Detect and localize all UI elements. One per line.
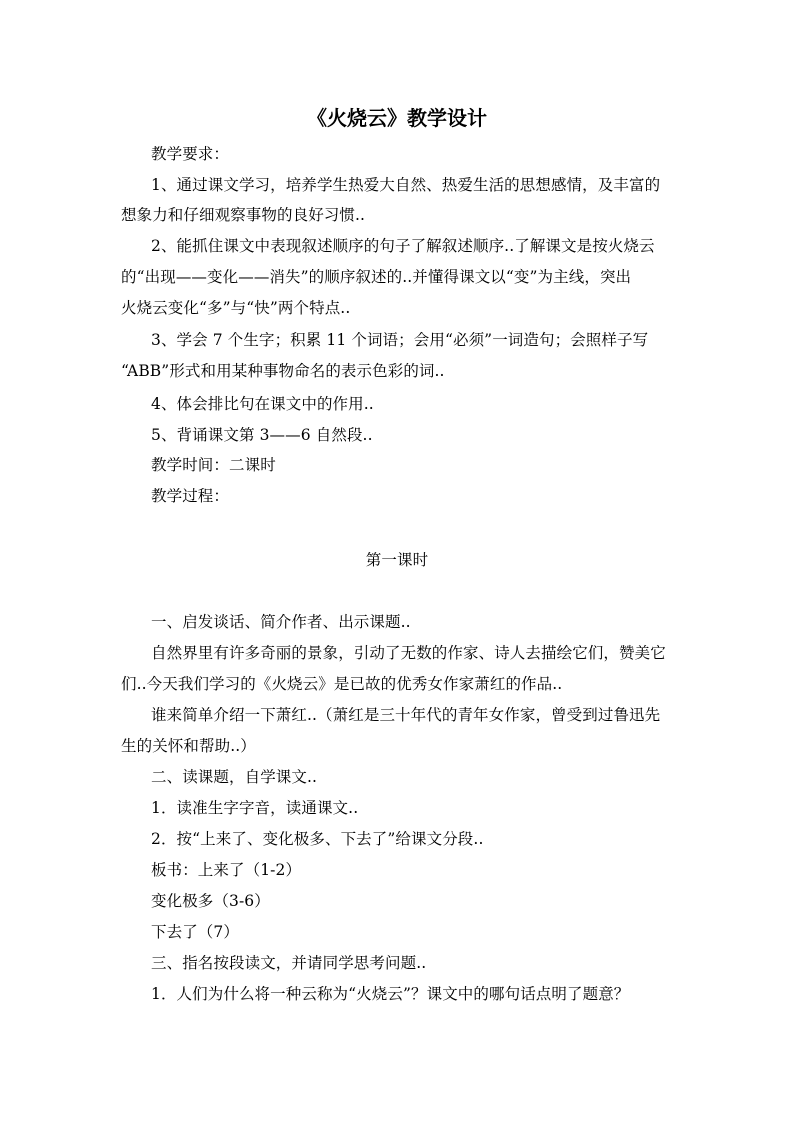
board-note-2: 变化极多（3-6）	[151, 892, 270, 910]
requirement-5: 5、背诵课文第 3——6 自然段..	[151, 426, 373, 444]
step-2-item-2: 2．按“上来了、变化极多、下去了”给课文分段..	[151, 830, 484, 848]
requirement-4: 4、体会排比句在课文中的作用..	[151, 395, 374, 413]
requirement-2-line-3: 火烧云变化“多”与“快”两个特点..	[121, 299, 351, 317]
step-3-item-1: 1．人们为什么将一种云称为“火烧云”？课文中的哪句话点明了题意？	[151, 985, 630, 1003]
step-1-paragraph-2-line-2: 生的关怀和帮助..）	[121, 737, 256, 755]
requirement-3-line-2: “ABB”形式和用某种事物命名的表示色彩的词..	[121, 362, 445, 380]
board-note-1: 板书：上来了（1-2）	[151, 861, 302, 879]
step-1-paragraph-1-line-1: 自然界里有许多奇丽的景象，引动了无数的作家、诗人去描绘它们，赞美它	[151, 644, 666, 662]
requirement-1-line-2: 想象力和仔细观察事物的良好习惯..	[121, 206, 366, 224]
lesson-heading: 第一课时	[365, 551, 429, 569]
process-heading: 教学过程：	[151, 487, 230, 505]
document-title: 《火烧云》教学设计	[307, 106, 487, 130]
board-note-3: 下去了（7）	[151, 923, 239, 941]
requirement-3-line-1: 3、学会 7 个生字；积累 11 个词语；会用“必须”一词造句；会照样子写	[151, 331, 649, 349]
step-2-item-1: 1．读准生字字音，读通课文..	[151, 799, 359, 817]
requirements-heading: 教学要求：	[151, 145, 230, 163]
teaching-time: 教学时间：二课时	[151, 456, 276, 474]
step-3-heading: 三、指名按段读文，并请同学思考问题..	[151, 954, 427, 972]
step-1-heading: 一、启发谈话、简介作者、出示课题..	[151, 613, 411, 631]
step-2-heading: 二、读课题，自学课文..	[151, 768, 318, 786]
requirement-2-line-1: 2、能抓住课文中表现叙述顺序的句子了解叙述顺序..了解课文是按火烧云	[151, 237, 655, 255]
requirement-2-line-2: 的“出现——变化——消失”的顺序叙述的..并懂得课文以“变”为主线，突出	[121, 268, 632, 286]
requirement-1-line-1: 1、通过课文学习，培养学生热爱大自然、热爱生活的思想感情，及丰富的	[151, 176, 661, 194]
step-1-paragraph-1-line-2: 们..今天我们学习的《火烧云》是已故的优秀女作家萧红的作品..	[121, 675, 563, 693]
step-1-paragraph-2-line-1: 谁来简单介绍一下萧红..（萧红是三十年代的青年女作家，曾受到过鲁迅先	[151, 706, 661, 724]
